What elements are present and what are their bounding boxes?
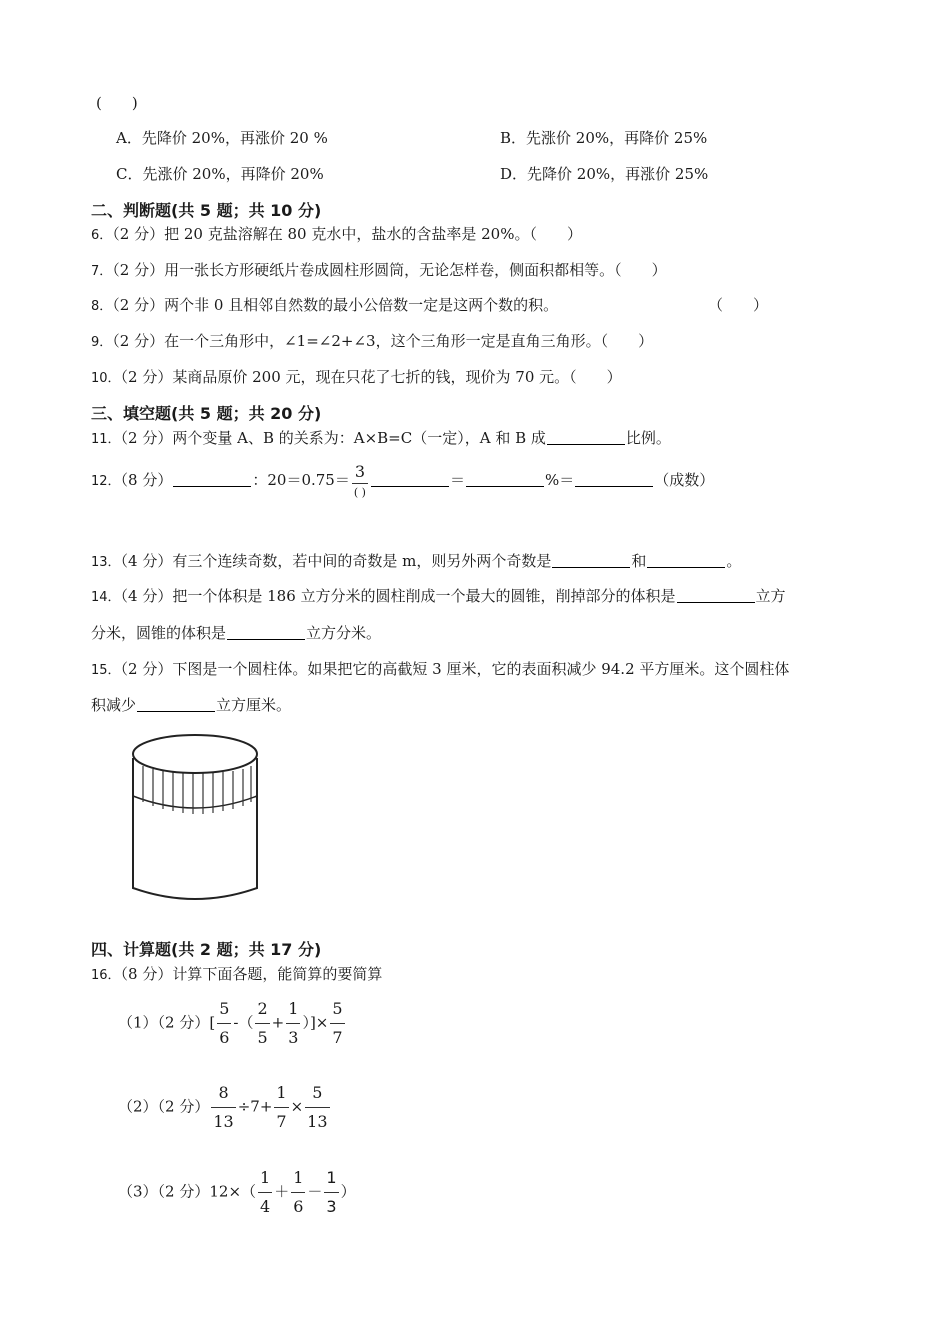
fraction [274, 1085, 288, 1130]
question-14-line2 [91, 626, 381, 641]
operator: × [290, 1097, 304, 1116]
operator: ）]× [302, 1013, 329, 1032]
question-text: （4 分）有三个连续奇数，若中间的奇数是 m，则另外两个奇数是 [120, 552, 552, 570]
fraction [211, 1085, 235, 1130]
q12-colon-text: ：20＝0.75＝ [252, 471, 350, 489]
fraction-denominator: 13 [307, 1112, 328, 1131]
fraction [217, 1001, 231, 1046]
fraction-denominator: 13 [213, 1112, 234, 1131]
answer-blank[interactable] [547, 443, 625, 445]
q12-eq: ＝ [449, 471, 465, 489]
operator: ÷7+ [237, 1097, 273, 1116]
question-number: 12． [91, 474, 121, 489]
operator: + [271, 1013, 285, 1032]
question-8-paren[interactable]: （ ） [708, 296, 769, 314]
fraction-numerator: 1 [291, 1170, 305, 1193]
fraction [330, 1001, 344, 1046]
fraction [291, 1170, 305, 1215]
answer-blank[interactable] [575, 485, 653, 487]
operator: － [307, 1182, 323, 1201]
question-text: （4 分）把一个体积是 186 立方分米的圆柱削成一个最大的圆锥，削掉部分的体积是 [120, 587, 676, 605]
question-text: （2 分）用一张长方形硬纸片卷成圆柱形圆筒，无论怎样卷，侧面积都相等。（ ） [112, 261, 667, 279]
answer-blank[interactable] [173, 485, 251, 487]
answer-blank[interactable] [677, 601, 755, 603]
q12-tail: （成数） [654, 471, 715, 489]
fraction-numerator: 1 [324, 1170, 338, 1193]
fraction-numerator: 8 [211, 1085, 235, 1108]
question-number: 15． [91, 663, 121, 678]
question-text: （2 分）在一个三角形中，∠1=∠2+∠3，这个三角形一定是直角三角形。（ ） [112, 332, 654, 350]
fraction [258, 1170, 272, 1215]
fraction-denominator: 6 [219, 1028, 230, 1047]
question-15-line2 [91, 698, 291, 713]
question-text: 积减少 [91, 696, 137, 714]
question-text-tail: 。 [726, 552, 742, 570]
fraction-numerator: 5 [305, 1085, 329, 1108]
question-16 [91, 967, 382, 982]
question-12 [91, 464, 714, 498]
fraction-numerator: 1 [274, 1085, 288, 1108]
fraction-denominator: 3 [288, 1028, 299, 1047]
question-10 [91, 370, 622, 385]
question-number: 11． [91, 432, 121, 447]
fraction [305, 1085, 329, 1130]
q5-paren: ( ) [96, 94, 138, 112]
question-text: （2 分）两个非 0 且相邻自然数的最小公倍数一定是这两个数的积。 [112, 296, 559, 314]
q16-part-1 [118, 1001, 347, 1046]
fraction-numerator: 5 [217, 1001, 231, 1024]
q5-option-b[interactable]: B．先涨价 20%，再降价 25% [500, 129, 708, 147]
fraction-denominator: 5 [257, 1028, 268, 1047]
question-8 [91, 298, 558, 313]
question-text: （2 分）下图是一个圆柱体。如果把它的高截短 3 厘米，它的表面积减少 94.2 平方厘米。这个圆柱体 [120, 660, 790, 678]
fraction-denominator: 3 [326, 1197, 337, 1216]
operator: -（ [233, 1013, 254, 1032]
question-text: 分米，圆锥的体积是 [91, 624, 227, 642]
q16-part-2 [118, 1085, 332, 1130]
question-15 [91, 662, 789, 677]
question-text: （8 分）计算下面各题，能简算的要简算 [120, 965, 383, 983]
answer-blank[interactable] [371, 485, 449, 487]
question-score: （8 分） [120, 471, 173, 489]
fraction-denominator: 7 [332, 1028, 343, 1047]
answer-blank[interactable] [137, 710, 215, 712]
question-number: 9． [91, 335, 113, 350]
fraction-denominator: 4 [260, 1197, 271, 1216]
fraction-denominator: ( ) [353, 486, 366, 499]
operator: ＋ [274, 1182, 290, 1201]
fraction-numerator: 1 [286, 1001, 300, 1024]
question-text-tail: 比例。 [625, 429, 671, 447]
part-label: （1）（2 分）[ [118, 1013, 216, 1032]
section-title-judgement: 二、判断题(共 5 题；共 10 分) [91, 201, 322, 220]
q5-option-a[interactable]: A．先降价 20%，再涨价 20 % [116, 129, 328, 147]
question-number: 7． [91, 264, 113, 279]
operator: ） [340, 1182, 356, 1201]
answer-blank[interactable] [552, 566, 630, 568]
question-text-tail: 立方分米。 [306, 624, 382, 642]
section-title-fill-in: 三、填空题(共 5 题；共 20 分) [91, 404, 322, 423]
question-14 [91, 589, 786, 604]
q5-option-d[interactable]: D．先降价 20%，再涨价 25% [500, 165, 709, 183]
q12-pct: %＝ [544, 471, 575, 489]
question-text-tail: 立方厘米。 [216, 696, 292, 714]
question-number: 8． [91, 299, 113, 314]
fraction-denominator: 7 [276, 1112, 287, 1131]
answer-blank[interactable] [227, 638, 305, 640]
q5-option-c[interactable]: C．先涨价 20%，再降价 20% [116, 165, 324, 183]
question-7 [91, 263, 667, 278]
fraction [324, 1170, 338, 1215]
q16-part-3 [118, 1170, 356, 1215]
question-number: 6． [91, 228, 113, 243]
question-text-mid: 和 [631, 552, 647, 570]
section-title-calculation: 四、计算题(共 2 题；共 17 分) [91, 940, 322, 959]
question-11 [91, 431, 671, 446]
fraction-numerator: 2 [255, 1001, 269, 1024]
fraction-numerator: 3 [352, 464, 368, 484]
fraction [255, 1001, 269, 1046]
answer-blank[interactable] [466, 485, 544, 487]
question-text: （2 分）某商品原价 200 元，现在只花了七折的钱，现价为 70 元。（ ） [120, 368, 622, 386]
cylinder-figure [125, 728, 265, 908]
fraction [286, 1001, 300, 1046]
part-label: （2）（2 分） [118, 1097, 210, 1116]
question-number: 16． [91, 968, 121, 983]
answer-blank[interactable] [647, 566, 725, 568]
question-number: 13． [91, 555, 121, 570]
question-number: 14． [91, 590, 121, 605]
question-9 [91, 334, 653, 349]
question-13 [91, 554, 741, 569]
question-text: （2 分）把 20 克盐溶解在 80 克水中，盐水的含盐率是 20%。（ ） [112, 225, 582, 243]
fraction-numerator: 1 [258, 1170, 272, 1193]
question-text-tail: 立方 [755, 587, 786, 605]
part-label: （3）（2 分）12×（ [118, 1182, 257, 1201]
fraction [352, 464, 368, 498]
fraction-denominator: 6 [293, 1197, 304, 1216]
question-text: （2 分）两个变量 A、B 的关系为：A×B=C（一定），A 和 B 成 [120, 429, 546, 447]
question-6 [91, 227, 582, 242]
fraction-numerator: 5 [330, 1001, 344, 1024]
question-number: 10． [91, 371, 121, 386]
